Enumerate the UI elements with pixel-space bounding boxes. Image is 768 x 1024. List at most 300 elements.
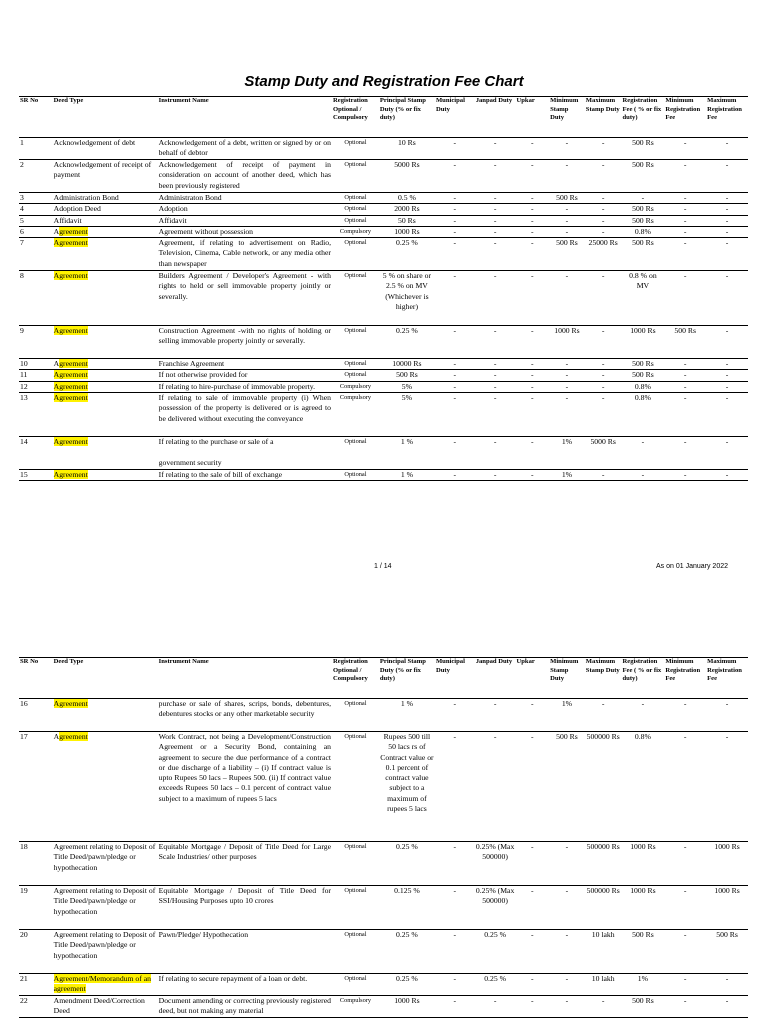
minr-cell: -: [664, 930, 706, 974]
maxr-cell: -: [706, 470, 748, 481]
instrument-name-cell: If relating to hire-purchase of immovable property.: [158, 381, 332, 392]
registration-type-cell: Optional: [332, 160, 379, 193]
sr-no-cell: 2: [19, 160, 53, 193]
rf-cell: 500 Rs: [622, 238, 665, 271]
rf-cell: 500 Rs: [622, 359, 665, 370]
max-cell: -: [585, 204, 622, 215]
psd-cell: 10000 Rs: [379, 359, 435, 370]
upk-cell: -: [515, 974, 549, 996]
table-row: [19, 393, 748, 437]
column-header-municipal-duty: Municipal Duty: [435, 97, 475, 138]
psd-cell: 0.25 %: [379, 326, 435, 359]
column-header-maximum-registration-fee: Maximum Registration Fee: [706, 97, 748, 138]
fee-chart-table-page-2: [19, 657, 748, 1018]
upk-cell: -: [515, 204, 549, 215]
maxr-cell: -: [706, 393, 748, 437]
deed-type-cell: [53, 393, 158, 437]
registration-type-cell: Optional: [332, 470, 379, 481]
registration-type-cell: Compulsory: [332, 393, 379, 437]
psd-cell: 1 %: [379, 470, 435, 481]
sr-no-cell: 5: [19, 215, 53, 226]
highlighted-deed-type: Agreement: [53, 370, 88, 380]
column-header-upkar: Upkar: [515, 97, 549, 138]
deed-type-cell: Acknowledgement of receipt of payment: [53, 160, 158, 193]
mun-cell: -: [435, 842, 475, 886]
min-cell: -: [549, 996, 585, 1018]
registration-type-cell: Optional: [332, 238, 379, 271]
max-cell: 10 lakh: [585, 974, 622, 996]
minr-cell: -: [664, 996, 706, 1018]
highlighted-deed-type: greement: [59, 359, 88, 369]
psd-cell: 0.5 %: [379, 193, 435, 204]
table-body: [19, 138, 748, 481]
upk-cell: -: [515, 326, 549, 359]
max-cell: -: [585, 381, 622, 392]
rf-cell: 500 Rs: [622, 138, 665, 160]
min-cell: 1%: [549, 699, 585, 732]
max-cell: 10 lakh: [585, 930, 622, 974]
minr-cell: -: [664, 699, 706, 732]
table-row: [19, 193, 748, 204]
mun-cell: -: [435, 138, 475, 160]
deed-type-cell: [53, 370, 158, 381]
jan-cell: -: [475, 215, 516, 226]
mun-cell: -: [435, 226, 475, 237]
deed-type-cell: [53, 326, 158, 359]
maxr-cell: -: [706, 370, 748, 381]
table-row: [19, 326, 748, 359]
rf-cell: 500 Rs: [622, 204, 665, 215]
table-row: [19, 160, 748, 193]
highlighted-deed-type: Agreement: [53, 437, 88, 447]
deed-type-cell: Affidavit: [53, 215, 158, 226]
sr-no-cell: 13: [19, 393, 53, 437]
sr-no-cell: 4: [19, 204, 53, 215]
upk-cell: -: [515, 271, 549, 326]
highlighted-deed-type: Agreement/Memorandum of an agreement: [53, 974, 151, 994]
maxr-cell: -: [706, 215, 748, 226]
deed-type-cell: Acknowledgement of debt: [53, 138, 158, 160]
maxr-cell: -: [706, 193, 748, 204]
table-row: [19, 215, 748, 226]
psd-cell: 10 Rs: [379, 138, 435, 160]
instrument-name-cell: Franchise Agreement: [158, 359, 332, 370]
sr-no-cell: 21: [19, 974, 53, 996]
instrument-name-cell: purchase or sale of shares, scrips, bonds, debentures, debentures stocks or any other marketable security: [158, 699, 332, 732]
min-cell: 500 Rs: [549, 732, 585, 842]
upk-cell: -: [515, 193, 549, 204]
maxr-cell: -: [706, 699, 748, 732]
table-row: [19, 732, 748, 842]
upk-cell: -: [515, 996, 549, 1018]
highlighted-deed-type: Agreement: [53, 381, 88, 391]
max-cell: 500000 Rs: [585, 732, 622, 842]
maxr-cell: -: [706, 271, 748, 326]
upk-cell: -: [515, 732, 549, 842]
minr-cell: -: [664, 359, 706, 370]
psd-cell: 1 %: [379, 699, 435, 732]
rf-cell: 0.8%: [622, 732, 665, 842]
instrument-name-cell: If relating to sale of immovable property (i) When possession of the property is delivered or is agreed to be delivered without executing the conveyance: [158, 393, 332, 437]
max-cell: 25000 Rs: [585, 238, 622, 271]
table-row: [19, 271, 748, 326]
mun-cell: -: [435, 437, 475, 470]
min-cell: -: [549, 930, 585, 974]
column-header-janpad-duty: Janpad Duty: [475, 658, 516, 699]
psd-cell: 1 %: [379, 437, 435, 470]
maxr-cell: -: [706, 996, 748, 1018]
rf-cell: -: [622, 437, 665, 470]
max-cell: -: [585, 271, 622, 326]
instrument-name-cell: If relating to secure repayment of a loan or debt.: [158, 974, 332, 996]
deed-type-cell: Agreement: [53, 359, 158, 370]
as-on-date: As on 01 January 2022: [656, 563, 728, 570]
rf-cell: 1000 Rs: [622, 842, 665, 886]
sr-no-cell: 9: [19, 326, 53, 359]
column-header-registration-fee: Registration Fee ( % or fix duty): [622, 658, 665, 699]
max-cell: -: [585, 699, 622, 732]
jan-cell: -: [475, 226, 516, 237]
max-cell: -: [585, 393, 622, 437]
minr-cell: -: [664, 193, 706, 204]
deed-type-cell: [53, 974, 158, 996]
instrument-name-cell: Work Contract, not being a Development/Construction Agreement or a Security Bond, containing an agreement to secure the due performance of a contract or due discharge of a liability – (i) If contract value is upto Rupees 50 lacs – Rupees 500. (ii) If contract value exceeds Rupees 50 lacs – 0.1 percent of contract value subject to a maximum of rupees 5 lacs: [158, 732, 332, 842]
column-header-instrument-name: Instrument Name: [158, 658, 332, 699]
sr-no-cell: 18: [19, 842, 53, 886]
maxr-cell: -: [706, 381, 748, 392]
mun-cell: -: [435, 359, 475, 370]
minr-cell: -: [664, 370, 706, 381]
upk-cell: -: [515, 699, 549, 732]
minr-cell: -: [664, 974, 706, 996]
page-number: 1 / 14: [374, 563, 392, 570]
instrument-name-cell: If relating to the sale of bill of exchange: [158, 470, 332, 481]
max-cell: -: [585, 215, 622, 226]
mun-cell: -: [435, 326, 475, 359]
sr-no-cell: 17: [19, 732, 53, 842]
fee-chart-table-page-1: [19, 96, 748, 481]
psd-cell: 1000 Rs: [379, 226, 435, 237]
registration-type-cell: Optional: [332, 271, 379, 326]
rf-cell: -: [622, 193, 665, 204]
instrument-name-cell: Equitable Mortgage / Deposit of Title Deed for SSI/Housing Purposes upto 10 crores: [158, 886, 332, 930]
mun-cell: -: [435, 974, 475, 996]
maxr-cell: -: [706, 974, 748, 996]
registration-type-cell: Optional: [332, 437, 379, 470]
table-row: [19, 699, 748, 732]
table-row: [19, 226, 748, 237]
minr-cell: -: [664, 226, 706, 237]
maxr-cell: -: [706, 138, 748, 160]
max-cell: 5000 Rs: [585, 437, 622, 470]
maxr-cell: -: [706, 238, 748, 271]
column-header-janpad-duty: Janpad Duty: [475, 97, 516, 138]
mun-cell: -: [435, 996, 475, 1018]
registration-type-cell: Compulsory: [332, 226, 379, 237]
table-row: [19, 370, 748, 381]
column-header-deed-type: Deed Type: [53, 658, 158, 699]
column-header-registration-type: Registration Optional / Compulsory: [332, 658, 379, 699]
mun-cell: -: [435, 160, 475, 193]
mun-cell: -: [435, 370, 475, 381]
registration-type-cell: Optional: [332, 359, 379, 370]
registration-type-cell: Optional: [332, 842, 379, 886]
table-row: [19, 974, 748, 996]
max-cell: 500000 Rs: [585, 886, 622, 930]
min-cell: -: [549, 370, 585, 381]
min-cell: -: [549, 974, 585, 996]
psd-cell: 0.25 %: [379, 930, 435, 974]
rf-cell: 500 Rs: [622, 996, 665, 1018]
minr-cell: -: [664, 204, 706, 215]
table-row: [19, 381, 748, 392]
max-cell: -: [585, 193, 622, 204]
jan-cell: 0.25 %: [475, 974, 516, 996]
psd-cell: 1000 Rs: [379, 996, 435, 1018]
sr-no-cell: 7: [19, 238, 53, 271]
upk-cell: -: [515, 381, 549, 392]
highlighted-deed-type: greement: [59, 732, 88, 741]
psd-cell: 0.25 %: [379, 842, 435, 886]
psd-cell: 50 Rs: [379, 215, 435, 226]
highlighted-deed-type: Agreement: [53, 699, 88, 708]
mun-cell: -: [435, 699, 475, 732]
minr-cell: -: [664, 842, 706, 886]
psd-cell: 0.125 %: [379, 886, 435, 930]
registration-type-cell: Optional: [332, 886, 379, 930]
mun-cell: -: [435, 215, 475, 226]
maxr-cell: 500 Rs: [706, 930, 748, 974]
rf-cell: 500 Rs: [622, 370, 665, 381]
column-header-maximum-registration-fee: Maximum Registration Fee: [706, 658, 748, 699]
maxr-cell: -: [706, 326, 748, 359]
jan-cell: -: [475, 204, 516, 215]
upk-cell: -: [515, 842, 549, 886]
highlighted-deed-type: Agreement: [53, 470, 88, 480]
jan-cell: -: [475, 160, 516, 193]
column-header-principal-stamp-duty: Principal Stamp Duty (% or fix duty): [379, 97, 435, 138]
deed-type-cell: Agreement relating to Deposit of Title Deed/pawn/pledge or hypothecation: [53, 886, 158, 930]
sr-no-cell: 1: [19, 138, 53, 160]
min-cell: 1%: [549, 437, 585, 470]
jan-cell: -: [475, 359, 516, 370]
jan-cell: -: [475, 732, 516, 842]
max-cell: -: [585, 326, 622, 359]
min-cell: -: [549, 886, 585, 930]
sr-no-cell: 12: [19, 381, 53, 392]
maxr-cell: -: [706, 204, 748, 215]
column-header-minimum-stamp-duty: Minimum Stamp Duty: [549, 658, 585, 699]
table-row: [19, 886, 748, 930]
column-header-deed-type: Deed Type: [53, 97, 158, 138]
registration-type-cell: Optional: [332, 732, 379, 842]
minr-cell: 500 Rs: [664, 326, 706, 359]
max-cell: -: [585, 160, 622, 193]
instrument-name-cell: Affidavit: [158, 215, 332, 226]
highlighted-deed-type: greement: [59, 226, 88, 236]
upk-cell: -: [515, 437, 549, 470]
sr-no-cell: 22: [19, 996, 53, 1018]
upk-cell: -: [515, 226, 549, 237]
maxr-cell: -: [706, 437, 748, 470]
highlighted-deed-type: Agreement: [53, 393, 88, 403]
table-row: [19, 930, 748, 974]
mun-cell: -: [435, 470, 475, 481]
mun-cell: -: [435, 393, 475, 437]
deed-type-cell: [53, 381, 158, 392]
column-header-sr-no: SR No: [19, 658, 53, 699]
column-header-sr-no: SR No: [19, 97, 53, 138]
mun-cell: -: [435, 193, 475, 204]
deed-type-cell: Agreement relating to Deposit of Title Deed/pawn/pledge or hypothecation: [53, 930, 158, 974]
rf-cell: 500 Rs: [622, 160, 665, 193]
mun-cell: -: [435, 886, 475, 930]
minr-cell: -: [664, 470, 706, 481]
column-header-minimum-registration-fee: Minimum Registration Fee: [664, 658, 706, 699]
registration-type-cell: Compulsory: [332, 996, 379, 1018]
sr-no-cell: 16: [19, 699, 53, 732]
sr-no-cell: 11: [19, 370, 53, 381]
psd-cell: 2000 Rs: [379, 204, 435, 215]
upk-cell: -: [515, 370, 549, 381]
jan-cell: -: [475, 193, 516, 204]
table-row: [19, 996, 748, 1018]
deed-type-cell: [53, 271, 158, 326]
max-cell: -: [585, 996, 622, 1018]
jan-cell: -: [475, 381, 516, 392]
min-cell: 1%: [549, 470, 585, 481]
rf-cell: -: [622, 699, 665, 732]
maxr-cell: 1000 Rs: [706, 842, 748, 886]
minr-cell: -: [664, 732, 706, 842]
instrument-name-cell: Acknowledgement of receipt of payment in consideration on account of another deed, which has been previously registered: [158, 160, 332, 193]
max-cell: -: [585, 359, 622, 370]
psd-cell: 5000 Rs: [379, 160, 435, 193]
min-cell: -: [549, 393, 585, 437]
upk-cell: -: [515, 359, 549, 370]
max-cell: -: [585, 138, 622, 160]
sr-no-cell: 8: [19, 271, 53, 326]
column-header-maximum-stamp-duty: Maximum Stamp Duty: [585, 97, 622, 138]
registration-type-cell: Optional: [332, 193, 379, 204]
rf-cell: -: [622, 470, 665, 481]
maxr-cell: -: [706, 732, 748, 842]
deed-type-cell: [53, 437, 158, 470]
mun-cell: -: [435, 732, 475, 842]
rf-cell: 500 Rs: [622, 930, 665, 974]
max-cell: -: [585, 470, 622, 481]
upk-cell: -: [515, 238, 549, 271]
jan-cell: -: [475, 238, 516, 271]
mun-cell: -: [435, 204, 475, 215]
rf-cell: 0.8%: [622, 381, 665, 392]
upk-cell: -: [515, 886, 549, 930]
minr-cell: -: [664, 160, 706, 193]
table-row: [19, 359, 748, 370]
minr-cell: -: [664, 138, 706, 160]
registration-type-cell: Optional: [332, 204, 379, 215]
instrument-name-cell: Adoption: [158, 204, 332, 215]
sr-no-cell: 14: [19, 437, 53, 470]
mun-cell: -: [435, 381, 475, 392]
jan-cell: 0.25 %: [475, 930, 516, 974]
sr-no-cell: 3: [19, 193, 53, 204]
column-header-maximum-stamp-duty: Maximum Stamp Duty: [585, 658, 622, 699]
column-header-principal-stamp-duty: Principal Stamp Duty (% or fix duty): [379, 658, 435, 699]
deed-type-cell: [53, 470, 158, 481]
column-header-instrument-name: Instrument Name: [158, 97, 332, 138]
sr-no-cell: 6: [19, 226, 53, 237]
jan-cell: -: [475, 326, 516, 359]
psd-cell: 5 % on share or 2.5 % on MV (Whichever is higher): [379, 271, 435, 326]
jan-cell: -: [475, 138, 516, 160]
min-cell: -: [549, 226, 585, 237]
table-row: [19, 470, 748, 481]
registration-type-cell: Optional: [332, 326, 379, 359]
instrument-name-cell: Agreement, if relating to advertisement on Radio, Television, Cinema, Cable network, or any media other than newspaper: [158, 238, 332, 271]
column-header-registration-type: Registration Optional / Compulsory: [332, 97, 379, 138]
table-header-row: [19, 97, 748, 138]
instrument-name-cell: Construction Agreement -with no rights of holding or selling immovable property jointly or severally.: [158, 326, 332, 359]
deed-type-cell: [53, 238, 158, 271]
instrument-name-cell: Document amending or correcting previously registered deed, but not making any material: [158, 996, 332, 1018]
max-cell: -: [585, 370, 622, 381]
column-header-minimum-stamp-duty: Minimum Stamp Duty: [549, 97, 585, 138]
jan-cell: -: [475, 271, 516, 326]
instrument-name-cell: Administraton Bond: [158, 193, 332, 204]
upk-cell: -: [515, 470, 549, 481]
min-cell: -: [549, 271, 585, 326]
deed-type-cell: Agreement: [53, 226, 158, 237]
registration-type-cell: Optional: [332, 699, 379, 732]
jan-cell: -: [475, 437, 516, 470]
rf-cell: 0.8%: [622, 226, 665, 237]
min-cell: 1000 Rs: [549, 326, 585, 359]
upk-cell: -: [515, 215, 549, 226]
min-cell: -: [549, 359, 585, 370]
instrument-name-cell: Agreement without possession: [158, 226, 332, 237]
upk-cell: -: [515, 930, 549, 974]
max-cell: -: [585, 226, 622, 237]
instrument-name-cell: Acknowledgement of a debt, written or signed by or on behalf of debtor: [158, 138, 332, 160]
registration-type-cell: Compulsory: [332, 381, 379, 392]
table-body: [19, 699, 748, 1018]
min-cell: -: [549, 381, 585, 392]
psd-cell: 5%: [379, 393, 435, 437]
minr-cell: -: [664, 381, 706, 392]
table-row: [19, 238, 748, 271]
jan-cell: 0.25% (Max 500000): [475, 886, 516, 930]
rf-cell: 500 Rs: [622, 215, 665, 226]
rf-cell: 1000 Rs: [622, 326, 665, 359]
column-header-minimum-registration-fee: Minimum Registration Fee: [664, 97, 706, 138]
min-cell: 500 Rs: [549, 193, 585, 204]
table-row: [19, 437, 748, 470]
sr-no-cell: 19: [19, 886, 53, 930]
min-cell: 500 Rs: [549, 238, 585, 271]
upk-cell: -: [515, 138, 549, 160]
maxr-cell: -: [706, 226, 748, 237]
rf-cell: 0.8%: [622, 393, 665, 437]
min-cell: -: [549, 138, 585, 160]
instrument-name-cell: Equitable Mortgage / Deposit of Title Deed for Large Scale Industries/ other purposes: [158, 842, 332, 886]
jan-cell: -: [475, 699, 516, 732]
maxr-cell: -: [706, 160, 748, 193]
highlighted-deed-type: Agreement: [53, 271, 88, 281]
registration-type-cell: Optional: [332, 974, 379, 996]
jan-cell: -: [475, 370, 516, 381]
deed-type-cell: Administration Bond: [53, 193, 158, 204]
